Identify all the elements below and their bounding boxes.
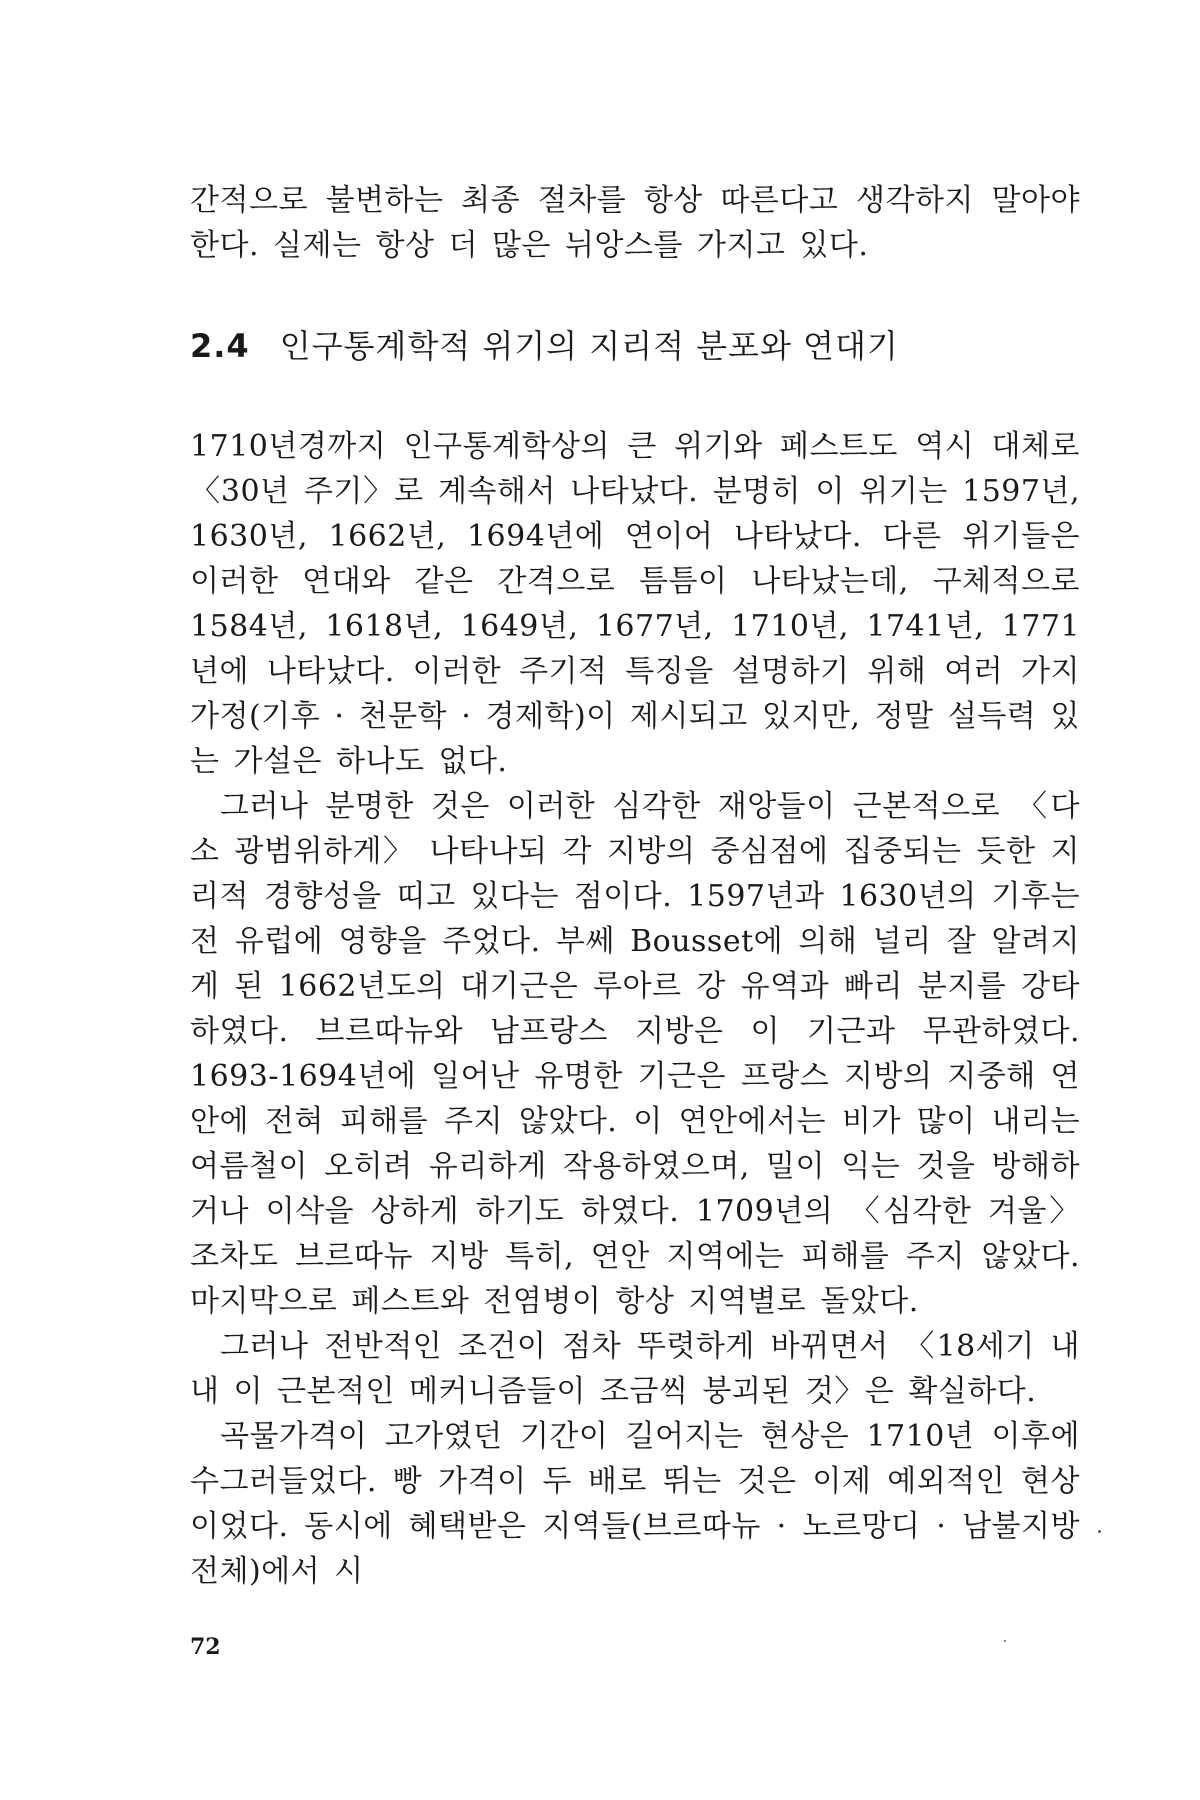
speck-mark — [1004, 1640, 1006, 1642]
paragraph-4: 곡물가격이 고가였던 기간이 길어지는 현상은 1710년 이후에 수그러들었다. 빵 가격이 두 배로 뛰는 것은 이제 예외적인 현상이었다. 동시에 혜택받은 지역들(브르따뉴 · 노르망디 · 남불지방 전체)에서 시 — [190, 1419, 1080, 1589]
speck-mark — [1098, 1530, 1101, 1533]
page-number: 72 — [190, 1634, 221, 1660]
intro-paragraph — [190, 178, 1080, 268]
section-number: 2.4 — [190, 327, 250, 365]
paragraph-2: 그러나 분명한 것은 이러한 심각한 재앙들이 근본적으로 〈다소 광범위하게〉 나타나되 각 지방의 중심점에 집중되는 듯한 지리적 경향성을 띠고 있다는 점이다. 1597년과 1630년의 기후는 전 유럽에 영향을 주었다. 부쎄 Bousset에 의해 널리 잘 알려지게 된 1662년도의 대기근은 루아르 강 유역과 빠리 분지를 강타하였다. 브르따뉴와 남프랑스 지방은 이 기근과 무관하였다. 1693-1694년에 일어난 유명한 기근은 프랑스 지방의 지중해 연안에 전혀 피해를 주지 않았다. 이 연안에서는 비가 많이 내리는 여름철이 오히려 유리하게 작용하였으며, 밀이 익는 것을 방해하거나 이삭을 상하게 하기도 하였다. 1709년의 〈심각한 겨울〉조차도 브르따뉴 지방 특히, 연안 지역에는 피해를 주지 않았다. 마지막으로 페스트와 전염병이 항상 지역별로 돌았다. — [190, 789, 1080, 1319]
section-title: 인구통계학적 위기의 지리적 분포와 연대기 — [279, 327, 899, 365]
intro-text: 간적으로 불변하는 최종 절차를 항상 따른다고 생각하지 말아야 한다. 실제는 항상 더 많은 뉘앙스를 가지고 있다. — [190, 183, 1080, 263]
paragraph-1: 1710년경까지 인구통계학상의 큰 위기와 페스트도 역시 대체로 〈30년 주기〉로 계속해서 나타났다. 분명히 이 위기는 1597년, 1630년, 1662년, 1694년에 연이어 나타났다. 다른 위기들은 이러한 연대와 같은 간격으로 틈틈이 나타났는데, 구체적으로 1584년, 1618년, 1649년, 1677년, 1710년, 1741년, 1771년에 나타났다. 이러한 주기적 특징을 설명하기 위해 여러 가지 가정(기후 · 천문학 · 경제학)이 제시되고 있지만, 정말 설득력 있는 가설은 하나도 없다. — [190, 429, 1080, 779]
section-heading — [190, 325, 899, 367]
body-text — [190, 424, 1080, 1594]
paragraph-3: 그러나 전반적인 조건이 점차 뚜렷하게 바뀌면서 〈18세기 내내 이 근본적인 메커니즘들이 조금씩 붕괴된 것〉은 확실하다. — [190, 1329, 1080, 1409]
